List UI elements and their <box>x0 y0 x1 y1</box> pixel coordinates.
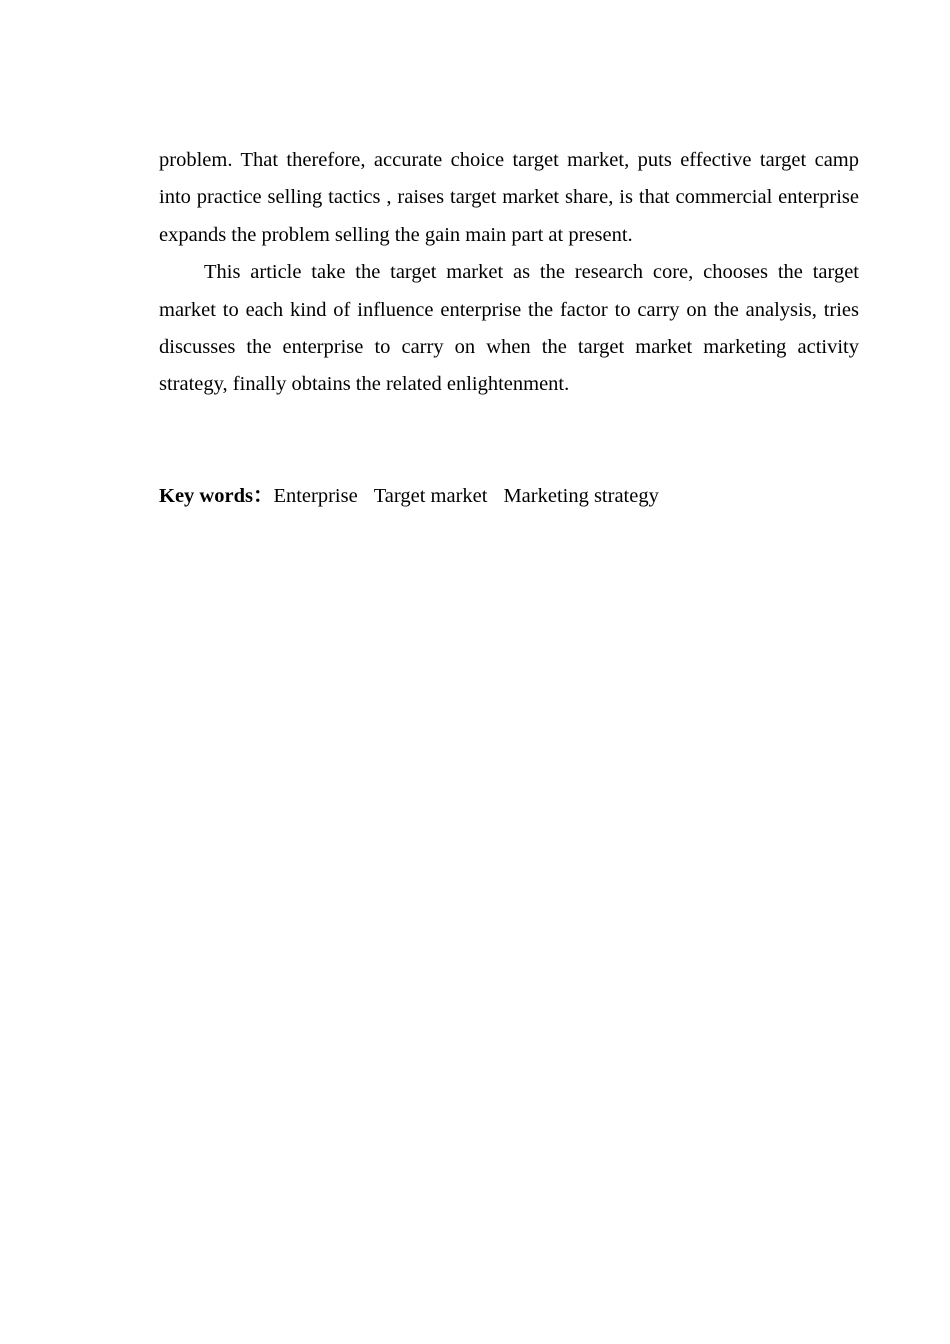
keyword-item: Marketing strategy <box>503 485 659 507</box>
abstract-paragraph-1: problem. That therefore, accurate choice target market, puts effective target camp into practice selling tactics , raises target market share, is that commercial enterprise expands the problem selling the gain main part at present. <box>159 149 859 246</box>
keywords-line <box>159 478 859 515</box>
abstract-paragraph-2: This article take the target market as the research core, chooses the target market to each kind of influence enterprise the factor to carry on the analysis, tries discusses the enterprise to carry on when the target market marketing activity strategy, finally obtains the related enlightenment. <box>159 261 859 396</box>
keywords-label: Key words： <box>159 485 274 507</box>
keyword-item: Target market <box>373 485 488 507</box>
keyword-item: Enterprise <box>273 485 358 507</box>
abstract-body <box>159 142 859 404</box>
